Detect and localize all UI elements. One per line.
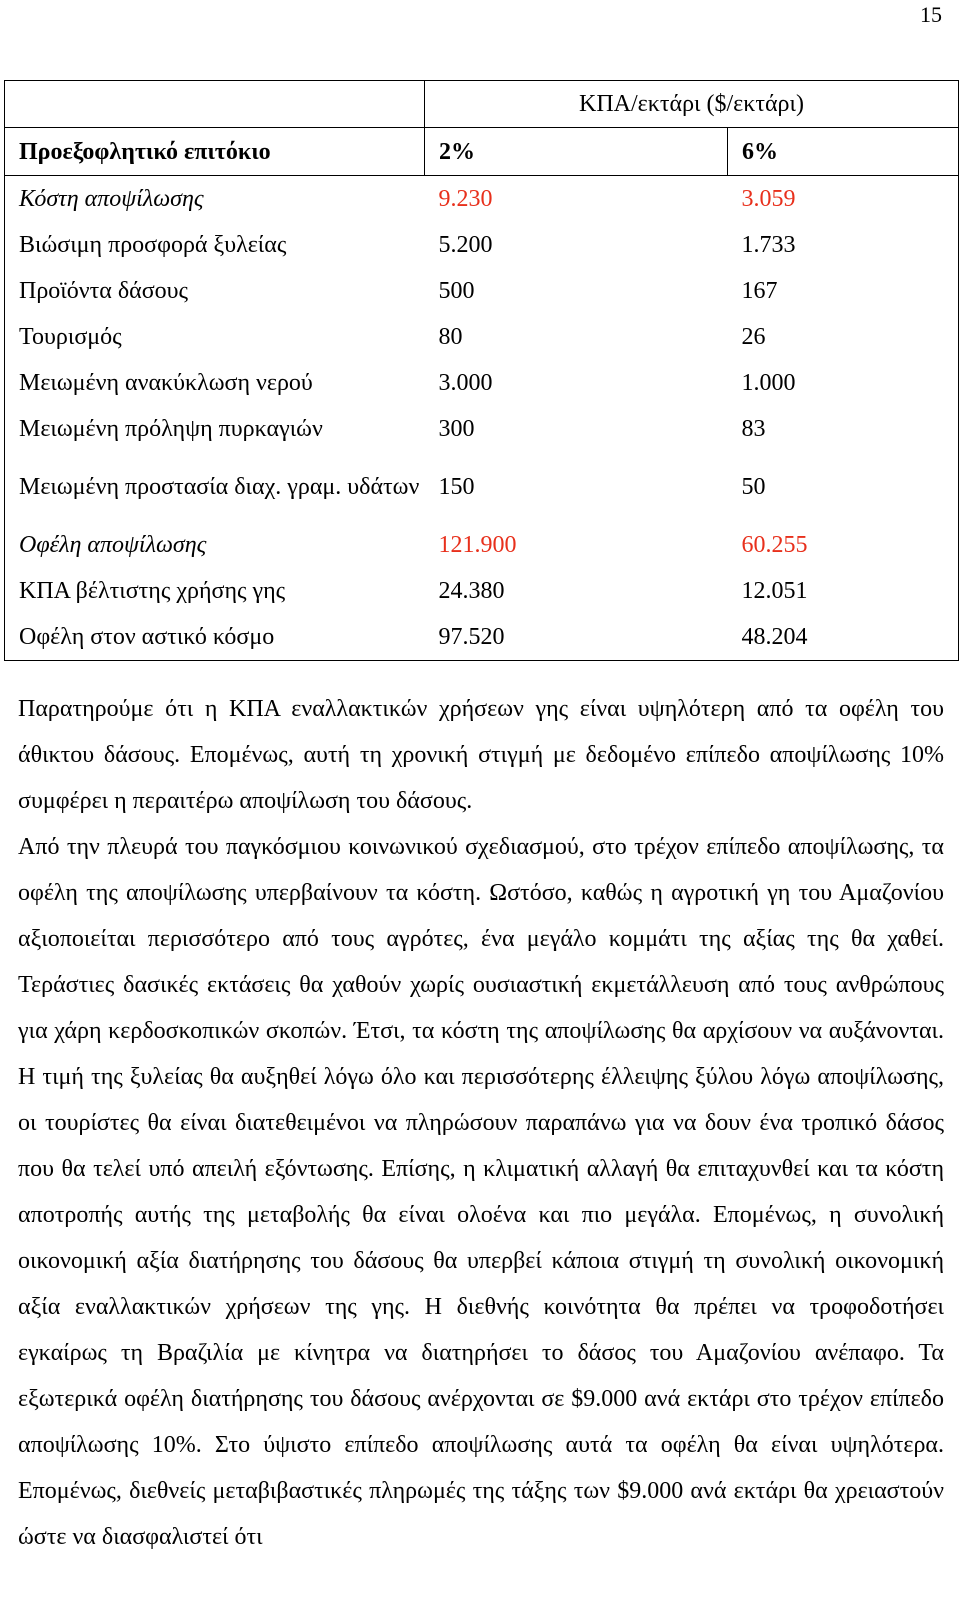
row-label: Μειωμένη πρόληψη πυρκαγιών xyxy=(5,406,425,452)
row-value-b: 50 xyxy=(728,452,959,522)
table-row xyxy=(5,176,959,223)
row-value-b: 3.059 xyxy=(728,176,959,223)
cost-benefit-table xyxy=(4,80,959,661)
row-value-a: 80 xyxy=(438,324,463,350)
row-label: ΚΠΑ βέλτιστης χρήσης γης xyxy=(5,568,425,614)
table-row xyxy=(5,222,959,268)
row-value-b: 83 xyxy=(728,406,959,452)
header-label: Προεξοφλητικό επιτόκιο xyxy=(5,128,425,176)
table-row xyxy=(5,360,959,406)
table-row xyxy=(5,522,959,568)
header-col-b: 6% xyxy=(728,128,959,176)
row-label: Οφέλη στον αστικό κόσμο xyxy=(5,614,425,661)
row-value-a: 150 xyxy=(438,474,475,500)
row-value-a: 24.380 xyxy=(438,578,505,604)
body-text xyxy=(18,686,944,1560)
table-row xyxy=(5,406,959,452)
table-caption-row xyxy=(5,81,959,128)
row-value-b: 48.204 xyxy=(728,614,959,661)
row-label: Μειωμένη προστασία διαχ. γραμ. υδάτων xyxy=(5,452,425,522)
row-label: Οφέλη αποψίλωσης xyxy=(5,522,425,568)
row-value-a: 3.000 xyxy=(438,370,493,396)
table-caption: ΚΠΑ/εκτάρι ($/εκτάρι) xyxy=(425,81,959,128)
row-value-a: 5.200 xyxy=(438,232,493,258)
table-caption-empty-cell xyxy=(5,81,425,128)
row-value-b: 26 xyxy=(728,314,959,360)
paragraph: Παρατηρούμε ότι η ΚΠΑ εναλλακτικών χρήσεων γης είναι υψηλότερη από τα οφέλη του άθικτου δάσους. Επομένως, αυτή τη χρονική στιγμή με δεδομένο επίπεδο αποψίλωσης 10% συμφέρει η περαιτέρω αποψίλωση του δάσους. xyxy=(18,696,944,814)
row-value-b: 60.255 xyxy=(728,522,959,568)
header-col-a: 2% xyxy=(425,128,728,176)
paragraph: Από την πλευρά του παγκόσμιου κοινωνικού σχεδιασμού, στο τρέχον επίπεδο αποψίλωσης, τα οφέλη της αποψίλωσης υπερβαίνουν τα κόστη. Ωστόσο, καθώς η αγροτική γη του Αμαζονίου αξιοποιείται περισσότερο από τους αγρότες, ένα μεγάλο κομμάτι της αξίας της θα χαθεί. Τεράστιες δασικές εκτάσεις θα χαθούν χωρίς ουσιαστική εκμετάλλευση από τους ανθρώπους για χάρη κερδοσκοπικών σκοπών. Έτσι, τα κόστη της αποψίλωσης θα αρχίσουν να αυξάνονται. Η τιμή της ξυλείας θα αυξηθεί λόγω όλο και περισσότερης έλλειψης ξύλου λόγω αποψίλωσης, οι τουρίστες θα είναι διατεθειμένοι να πληρώσουν παραπάνω για να δουν ένα τροπικό δάσος που θα τελεί υπό απειλή εξόντωσης. Επίσης, η κλιματική αλλαγή θα επιταχυνθεί και τα κόστη αποτροπής αυτής της μεταβολής θα είναι ολοένα και πιο μεγάλα. Επομένως, η συνολική οικονομική αξία διατήρησης του δάσους θα υπερβεί κάποια στιγμή τη συνολική οικονομική αξία εναλλακτικών χρήσεων της γης. Η διεθνής κοινότητα θα πρέπει να τροφοδοτήσει εγκαίρως τη Βραζιλία με κίνητρα να διατηρήσει το δάσος του Αμαζονίου ανέπαφο. Τα εξωτερικά οφέλη διατήρησης του δάσους ανέρχονται σε $9.000 ανά εκτάρι στο τρέχον επίπεδο αποψίλωσης 10%. Στο ύψιστο επίπεδο αποψίλωσης αυτά τα οφέλη θα είναι υψηλότερα. Επομένως, διεθνείς μεταβιβαστικές πληρωμές της τάξης των $9.000 ανά εκτάρι θα χρειαστούν ώστε να διασφαλιστεί ότι xyxy=(18,834,944,1550)
table-row xyxy=(5,268,959,314)
row-value-b: 167 xyxy=(728,268,959,314)
row-value-b: 1.733 xyxy=(728,222,959,268)
row-label: Κόστη αποψίλωσης xyxy=(5,176,425,223)
row-label: Προϊόντα δάσους xyxy=(5,268,425,314)
row-value-a: 97.520 xyxy=(425,614,728,661)
table-row xyxy=(5,568,959,614)
table-row xyxy=(5,314,959,360)
row-value-a: 300 xyxy=(438,416,475,442)
page-number: 15 xyxy=(920,2,942,27)
row-value-a: 9.230 xyxy=(425,176,728,223)
table-row xyxy=(5,452,959,522)
row-value-b: 12.051 xyxy=(728,568,959,614)
row-label: Τουρισμός xyxy=(5,314,425,360)
row-value-a: 500 xyxy=(438,278,475,304)
table-row xyxy=(5,614,959,661)
table-header-row xyxy=(5,128,959,176)
row-label: Βιώσιμη προσφορά ξυλείας xyxy=(5,222,425,268)
row-value-a: 121.900 xyxy=(438,532,517,558)
row-value-b: 1.000 xyxy=(728,360,959,406)
row-label: Μειωμένη ανακύκλωση νερού xyxy=(5,360,425,406)
